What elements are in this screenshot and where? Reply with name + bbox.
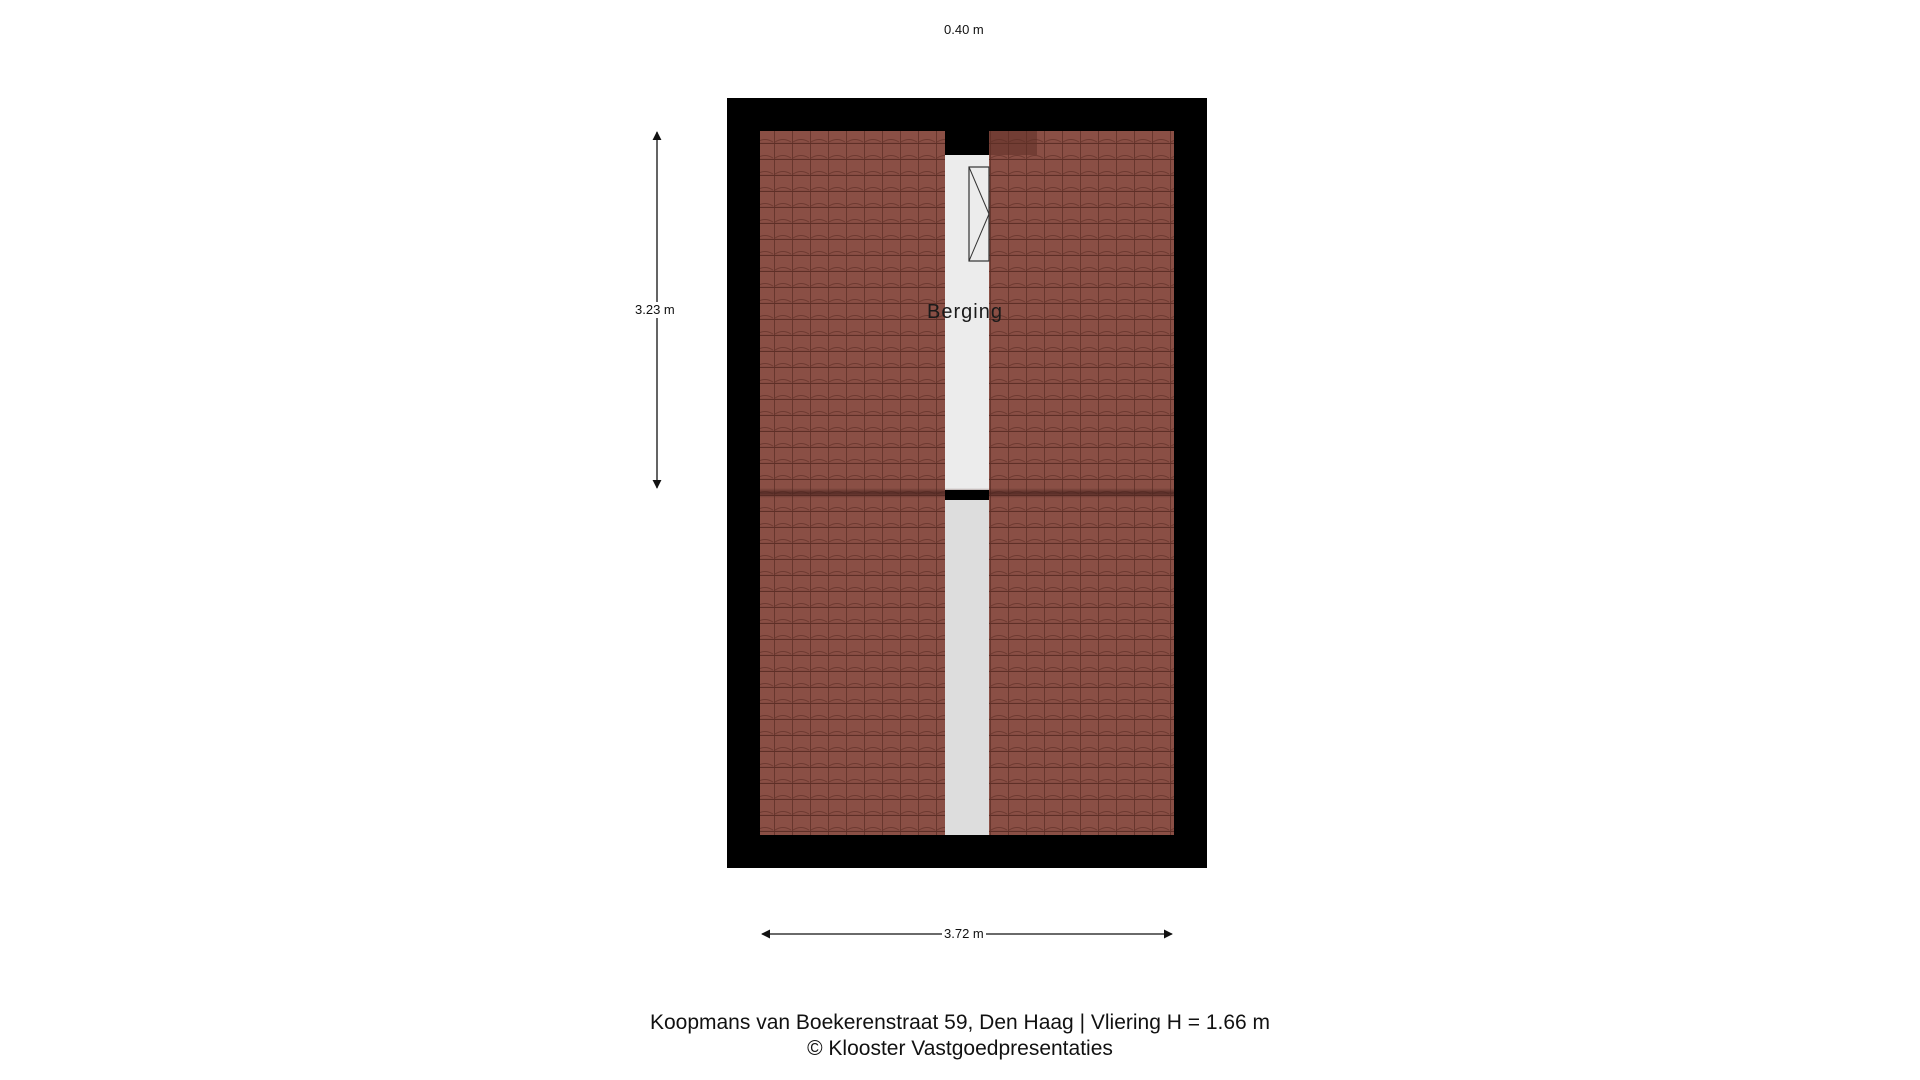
top-dimension-label: 0.40 m [944, 22, 984, 37]
footer-address: Koopmans van Boekerenstraat 59, Den Haag | Vliering H = 1.66 m [649, 1011, 1271, 1034]
walkway-lower [945, 500, 989, 835]
room-label-berging: Berging [927, 301, 1003, 323]
wall-stub-top [945, 131, 989, 155]
width-dimension-label: 3.72 m [944, 926, 984, 941]
footer-copyright: © Klooster Vastgoedpresentaties [807, 1037, 1113, 1060]
roof-slope-right [989, 131, 1174, 835]
roof-slope-left [760, 131, 945, 835]
height-dimension-label: 3.23 m [635, 302, 675, 317]
beam [945, 490, 989, 500]
